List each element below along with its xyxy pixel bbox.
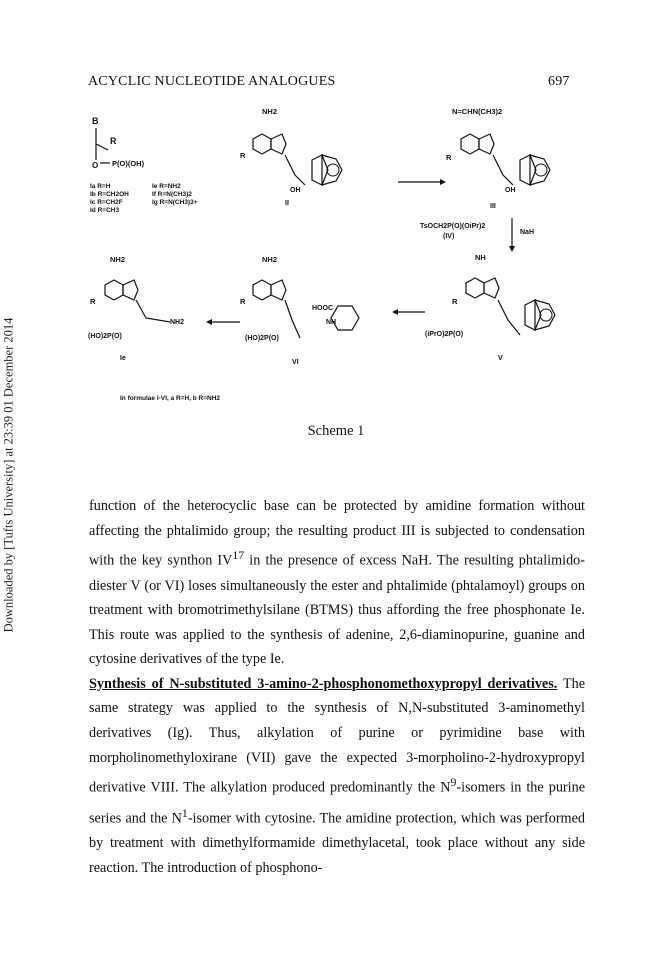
para2-text-b: -isomers in the purine series and the N	[89, 780, 585, 827]
iii-oh: OH	[505, 187, 516, 194]
section-heading: Synthesis of N-substituted 3-amino-2-phosphonomethoxypropyl derivatives.	[89, 675, 558, 692]
reagent-iv: (IV)	[443, 233, 455, 240]
generic-structure	[92, 116, 145, 170]
scheme-caption: Scheme 1	[307, 423, 365, 439]
compound-ie	[88, 255, 184, 362]
iii-r: R	[446, 153, 452, 162]
para1-citation: 17	[232, 548, 245, 563]
vi-phosphonate: (HO)2P(O)	[245, 335, 279, 342]
para2-sup-1: 1	[181, 805, 188, 820]
vi-nh2: NH2	[262, 255, 278, 264]
vi-nh: NH	[326, 319, 337, 326]
legend-ia: Ia R=H	[90, 183, 111, 190]
legend-id: Id R=CH3	[90, 207, 120, 214]
reagent-nah: NaH	[520, 229, 535, 236]
v-phosphonate: (iPrO)2P(O)	[425, 331, 464, 338]
r-label: R	[110, 136, 117, 146]
vi-label: VI	[292, 359, 299, 366]
phosphonate-label: P(O)(OH)	[112, 159, 145, 168]
download-notice	[2, 310, 16, 640]
ie-nh2: NH2	[110, 255, 126, 264]
v-r: R	[452, 297, 458, 306]
para1-text-a: function of the heterocyclic base can be protected by amidine formation without affecting the phtalimido group; the resulting product III is subjected to condensation with the key synthon IV	[89, 498, 585, 569]
legend-col2	[152, 183, 198, 206]
ii-label: II	[285, 200, 289, 207]
ii-nh2: NH2	[262, 107, 278, 116]
compound-ii	[240, 107, 342, 207]
ie-phosphonate: (HO)2P(O)	[88, 333, 122, 340]
ii-r: R	[240, 151, 246, 160]
paragraph-2	[89, 672, 585, 880]
v-label: V	[498, 355, 503, 362]
legend-ig: Ig R=N(CH3)3+	[152, 199, 198, 206]
legend-if: If R=N(CH3)2	[152, 191, 192, 198]
reagent-tosylate: TsOCH2P(O)(OiPr)2	[420, 223, 486, 230]
para2-sup-9: 9	[450, 775, 457, 790]
v-nh2: NH	[475, 253, 486, 262]
compound-vi	[240, 255, 359, 366]
scheme-footnote: In formulae I-VI, a R=H, b R=NH2	[120, 395, 221, 402]
para2-text-a: The same strategy was applied to the synthesis of N,N-substituted 3-aminomethyl derivatives (Ig). Thus, alkylation of purine or pyrimidine base with morpholinomethyloxirane (VII) gave the expected 3-morpholino-2-hydroxypropyl derivative VIII. The alkylation produced predominantly the N	[89, 675, 585, 796]
compound-iii	[446, 107, 550, 210]
para1-text-b: in the presence of excess NaH. The resulting phtalimido-diester V (or VI) loses simultaneously the ester and phtalimide (phtalamoyl) groups on treatment with bromotrimethylsilane (BTMS) thus affording the free phosphonate Ie. This route was applied to the synthesis of adenine, 2,6-diaminopurine, guanine and cytosine derivatives of the type Ie.	[89, 552, 585, 668]
vi-hooc: HOOC	[312, 305, 333, 312]
reagent-block	[420, 218, 534, 252]
legend-col1	[90, 183, 129, 214]
compound-v	[425, 253, 555, 362]
body-text	[89, 494, 585, 880]
para2-text-c: -isomer with cytosine. The amidine protection, which was performed by treatment with dimethylformamide dimethylacetal, took place without any side reaction. The introduction of phosphono-	[89, 810, 585, 876]
ie-r: R	[90, 297, 96, 306]
vi-r: R	[240, 297, 246, 306]
ii-oh: OH	[290, 187, 301, 194]
ie-amino: NH2	[170, 319, 185, 326]
iii-label: III	[490, 203, 496, 210]
legend-ie: Ie R=NH2	[152, 183, 181, 190]
iii-amidine: N=CHN(CH3)2	[452, 107, 503, 116]
paragraph-1	[89, 494, 585, 672]
page-number: 697	[548, 74, 570, 89]
reaction-scheme	[80, 100, 600, 410]
o-label: O	[92, 161, 99, 170]
legend-ic: Ic R=CH2F	[90, 199, 123, 206]
download-notice-text: Downloaded by [Tufts University] at 23:39 01 December 2014	[1, 317, 16, 633]
legend-ib: Ib R=CH2OH	[90, 191, 129, 198]
running-title: ACYCLIC NUCLEOTIDE ANALOGUES	[88, 74, 336, 89]
base-label: B	[92, 116, 99, 126]
ie-label: Ie	[120, 355, 126, 362]
